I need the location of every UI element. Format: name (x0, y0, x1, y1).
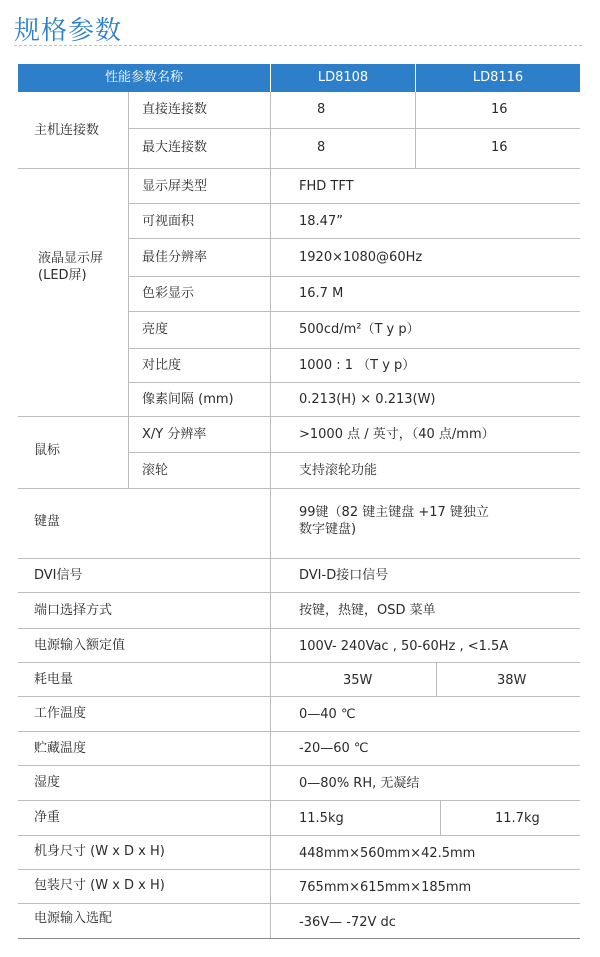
row-divider (128, 382, 580, 383)
value-xy-resolution: >1000 点 / 英寸，（40 点/mm） (299, 427, 495, 442)
label-humidity: 湿度 (34, 775, 61, 790)
label-net-weight: 净重 (34, 810, 61, 825)
row-divider (18, 662, 580, 663)
value-max-ld8108: 8 (317, 140, 326, 155)
row-divider (18, 835, 580, 836)
row-divider (18, 869, 580, 870)
label-color-display: 色彩显示 (142, 286, 195, 301)
header-model-ld8108: LD8108 (317, 70, 369, 85)
label-power-option: 电源输入选配 (34, 911, 113, 926)
row-divider (18, 168, 580, 169)
value-power-rating: 100V- 240Vac , 50-60Hz , <1.5A (299, 639, 509, 654)
value-humidity: 0—80% RH, 无凝结 (299, 776, 420, 791)
row-divider (18, 628, 580, 629)
row-divider (18, 558, 580, 559)
group-lcd-sub: (LED屏) (38, 268, 87, 283)
value-dvi-signal: DVI-D接口信号 (299, 568, 389, 583)
label-best-resolution: 最佳分辨率 (142, 250, 208, 265)
value-port-selection: 按键，热键，OSD 菜单 (299, 603, 436, 618)
column-divider (440, 800, 441, 835)
row-divider (128, 452, 580, 453)
column-divider (270, 92, 271, 938)
row-divider (128, 311, 580, 312)
value-keyboard-line1: 99键（82 键主键盘 +17 键独立 (299, 505, 489, 520)
value-color-display: 16.7 M (299, 286, 344, 301)
label-contrast: 对比度 (142, 358, 182, 373)
label-keyboard: 键盘 (34, 514, 61, 529)
value-contrast: 1000 : 1 （T y p） (299, 358, 416, 373)
value-brightness: 500cd/m²（T y p） (299, 322, 420, 337)
label-dvi-signal: DVI信号 (34, 568, 83, 583)
row-divider (128, 203, 580, 204)
value-max-ld8116: 16 (491, 140, 508, 155)
value-keyboard-line2: 数字键盘) (299, 522, 357, 537)
row-divider (18, 800, 580, 801)
title-divider (14, 45, 582, 46)
value-scroll-wheel: 支持滚轮功能 (299, 463, 378, 478)
value-direct-ld8116: 16 (491, 102, 508, 117)
label-direct-connections: 直接连接数 (142, 102, 208, 117)
row-divider (18, 765, 580, 766)
value-consumption-ld8108: 35W (343, 673, 373, 688)
label-display-type: 显示屏类型 (142, 179, 208, 194)
value-pixel-pitch: 0.213(H) × 0.213(W) (299, 392, 436, 407)
header-param-name: 性能参数名称 (104, 70, 183, 85)
label-xy-resolution: X/Y 分辨率 (142, 427, 207, 442)
row-divider (18, 731, 580, 732)
label-storage-temp: 贮藏温度 (34, 741, 87, 756)
value-direct-ld8108: 8 (317, 102, 326, 117)
value-view-area: 18.47” (299, 214, 343, 229)
row-divider (128, 128, 580, 129)
header-model-ld8116: LD8116 (472, 70, 524, 85)
value-operating-temp: 0—40 ℃ (299, 707, 356, 722)
label-operating-temp: 工作温度 (34, 706, 87, 721)
row-divider (18, 416, 580, 417)
label-port-selection: 端口选择方式 (34, 603, 113, 618)
row-divider (18, 903, 580, 904)
row-divider (18, 488, 580, 489)
value-weight-ld8116: 11.7kg (495, 811, 540, 826)
group-lcd: 液晶显示屏 (38, 251, 104, 266)
label-package-dimensions: 包装尺寸 (W x D x H) (34, 878, 165, 893)
value-storage-temp: -20—60 ℃ (299, 741, 369, 756)
row-divider (128, 276, 580, 277)
label-power-rating: 电源输入额定值 (34, 638, 126, 653)
label-view-area: 可视面积 (142, 214, 195, 229)
row-divider (18, 696, 580, 697)
label-pixel-pitch: 像素间隔 (mm) (142, 392, 234, 407)
value-display-type: FHD TFT (299, 179, 354, 194)
column-divider (128, 92, 129, 488)
row-divider (128, 238, 580, 239)
table-header (18, 64, 580, 92)
value-package-dimensions: 765mm×615mm×185mm (299, 880, 472, 895)
label-power-consumption: 耗电量 (34, 672, 74, 687)
value-weight-ld8108: 11.5kg (299, 811, 344, 826)
label-brightness: 亮度 (142, 322, 169, 337)
group-host-connections: 主机连接数 (34, 123, 100, 138)
value-consumption-ld8116: 38W (497, 673, 527, 688)
value-power-option: -36V— -72V dc (299, 915, 396, 930)
label-body-dimensions: 机身尺寸 (W x D x H) (34, 844, 165, 859)
row-divider (18, 592, 580, 593)
label-scroll-wheel: 滚轮 (142, 463, 169, 478)
row-divider (128, 348, 580, 349)
group-mouse: 鼠标 (34, 443, 61, 458)
value-best-resolution: 1920×1080@60Hz (299, 250, 423, 265)
table-bottom-border (18, 938, 580, 939)
label-max-connections: 最大连接数 (142, 140, 208, 155)
column-divider (415, 92, 416, 168)
value-body-dimensions: 448mm×560mm×42.5mm (299, 846, 476, 861)
column-divider (436, 662, 437, 696)
page-title: 规格参数 (14, 16, 123, 46)
